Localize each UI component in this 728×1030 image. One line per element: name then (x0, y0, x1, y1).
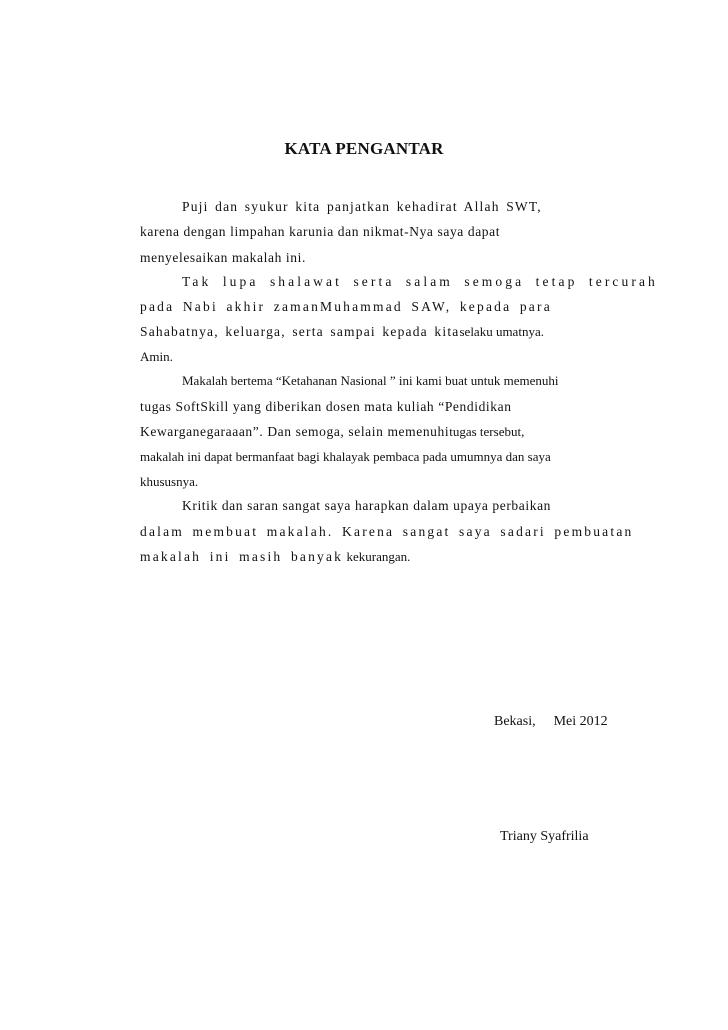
paragraph-2-line-1: Tak lupa shalawat serta salam semoga tetap tercurah (182, 274, 658, 289)
paragraph-4-line-1: Kritik dan saran sangat saya harapkan dalam upaya perbaikan (182, 498, 552, 513)
paragraph-3-line-2: tugas SoftSkill yang diberikan dosen mata kuliah “Pendidikan (140, 399, 512, 414)
paragraph-4-line-3-part-a: makalah ini masih banyak (140, 549, 344, 564)
paragraph-3-line-4: makalah ini dapat bermanfaat bagi khalayak pembaca pada umumnya dan saya (140, 449, 551, 464)
paragraph-3-line-1: Makalah bertema “Ketahanan Nasional ” ini kami buat untuk memenuhi (182, 373, 559, 388)
page-title: KATA PENGANTAR (284, 139, 444, 158)
paragraph-3-line-3-part-b: tugas tersebut, (449, 424, 525, 439)
paragraph-1-line-2: karena dengan limpahan karunia dan nikmat-Nya saya dapat (140, 224, 501, 239)
paragraph-2-line-4: Amin. (140, 349, 173, 364)
paragraph-3-line-5: khususnya. (140, 474, 199, 489)
paragraph-4-line-2: dalam membuat makalah. Karena sangat saya sadari pembuatan (140, 524, 634, 539)
paragraph-2-line-3-part-b: selaku umatnya. (459, 324, 544, 339)
paragraph-2-line-2: pada Nabi akhir zamanMuhammad SAW, kepada para (140, 299, 552, 314)
city: Bekasi, (494, 714, 536, 729)
paragraph-4-line-3-part-b: kekurangan. (346, 549, 411, 564)
paragraph-2-line-3 (140, 323, 544, 341)
paragraph-3-line-3 (140, 423, 524, 441)
paragraph-2-line-3-part-a: Sahabatnya, keluarga, serta sampai kepada kita (140, 324, 460, 339)
paragraph-3-line-3-part-a: Kewarganegaraaan”. Dan semoga, selain memenuhi (140, 424, 450, 439)
place-date (494, 714, 608, 730)
author-name: Triany Syafrilia (500, 829, 589, 844)
paragraph-1-line-1: Puji dan syukur kita panjatkan kehadirat Allah SWT, (182, 199, 542, 214)
paragraph-1-line-3: menyelesaikan makalah ini. (140, 250, 306, 265)
paragraph-4-line-3 (140, 548, 410, 566)
date: Mei 2012 (553, 714, 608, 729)
